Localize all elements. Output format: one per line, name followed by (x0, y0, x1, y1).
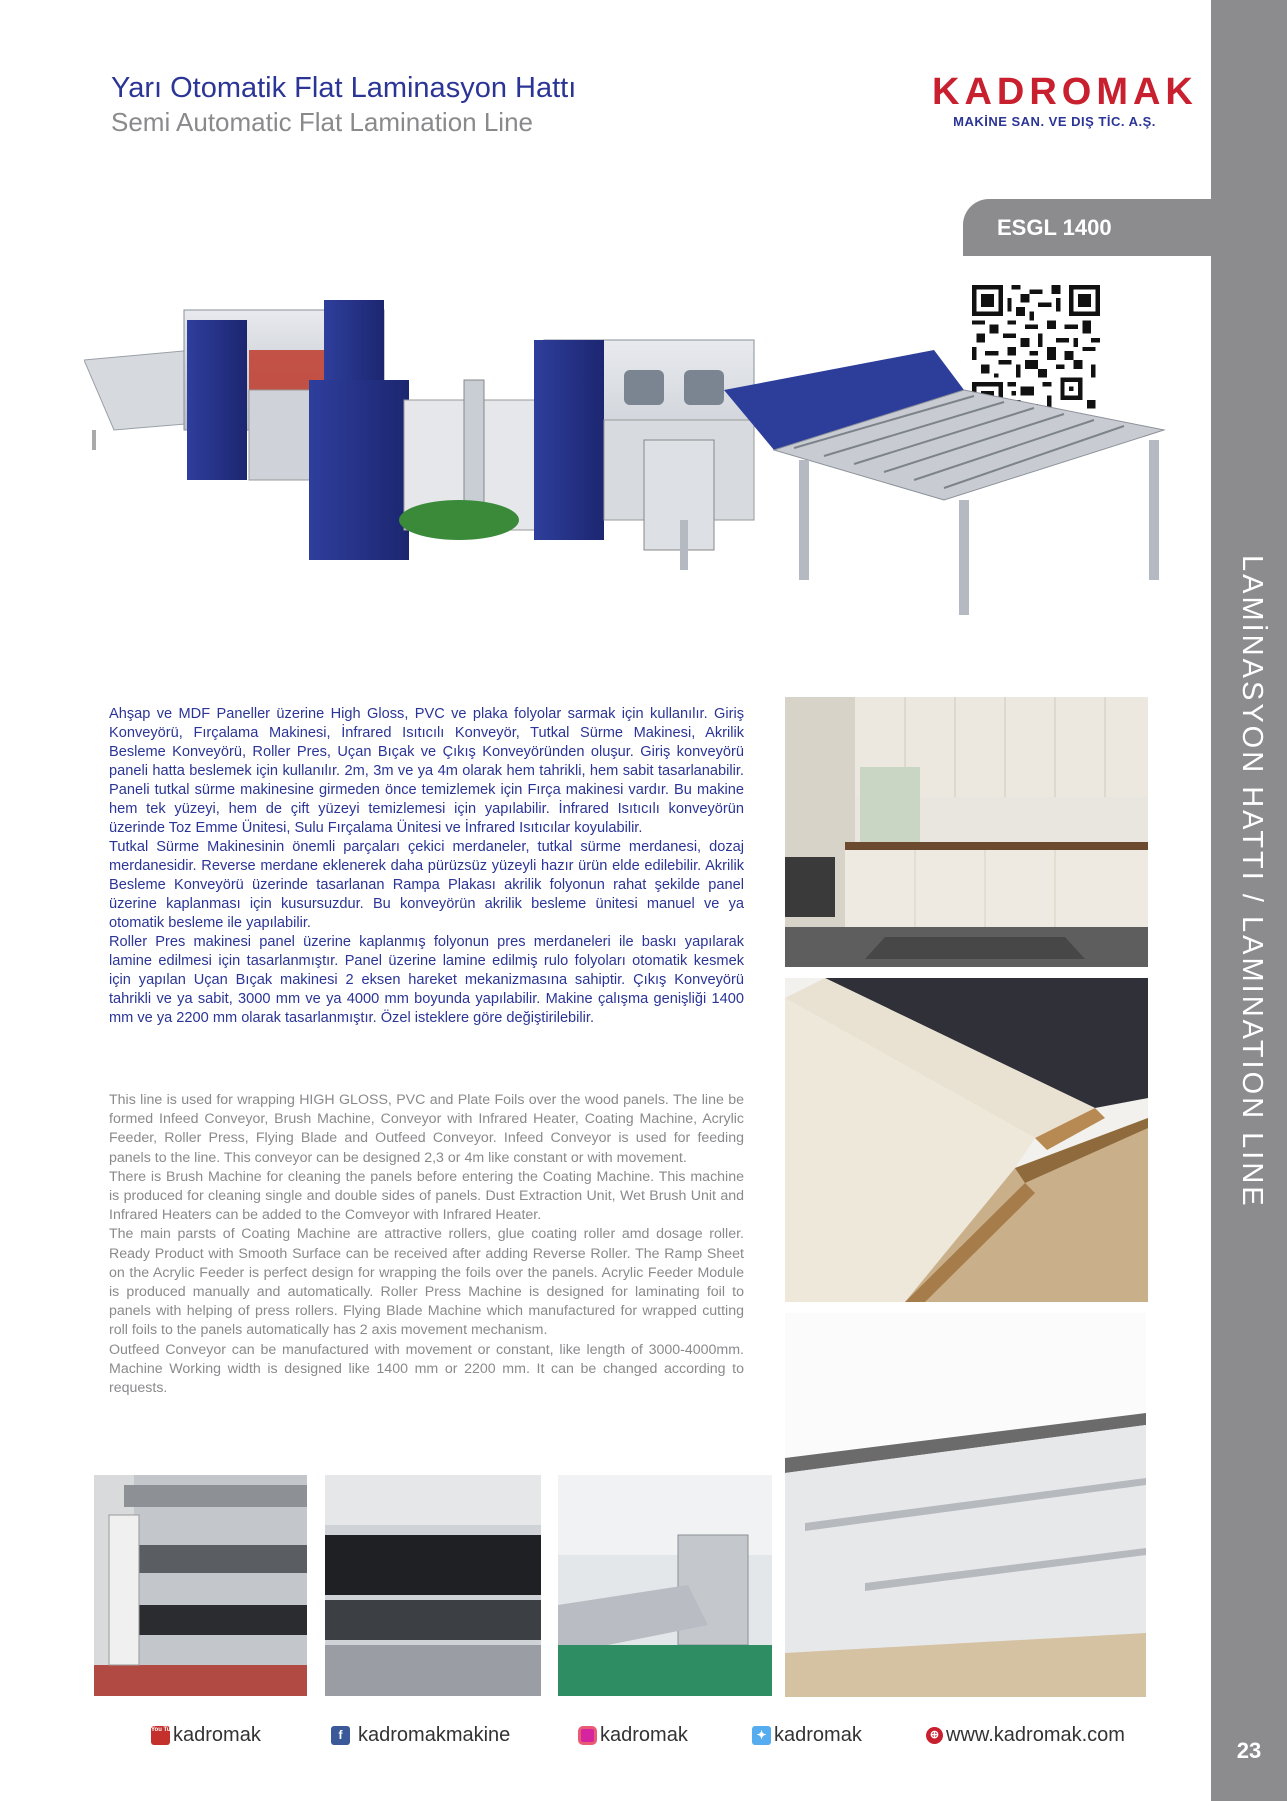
footer-instagram-label: kadromak (600, 1723, 688, 1746)
machine-hero-image (84, 280, 1174, 640)
panels-photo (785, 978, 1148, 1302)
factory-line-photo (558, 1475, 772, 1696)
lamination-line-illustration (84, 280, 1174, 640)
twitter-icon: ✦ (752, 1726, 771, 1745)
model-tab: ESGL 1400 (963, 199, 1211, 256)
footer-facebook-label: kadromakmakine (358, 1723, 511, 1746)
description-tr (109, 705, 744, 1028)
instagram-icon (578, 1726, 597, 1745)
footer-twitter-label: kadromak (774, 1723, 862, 1746)
footer-facebook[interactable] (331, 1722, 510, 1748)
gloss-kitchen-photo (785, 1313, 1146, 1697)
globe-icon: ⊕ (926, 1727, 943, 1744)
description-tr-paragraph: Ahşap ve MDF Paneller üzerine High Gloss, PVC ve plaka folyolar sarmak için kullanılır. Giriş Konveyörü, Fırçalama Makinesi, İnfrared Isıtıcılı Konveyör, Tutkal Sürme Makinesi, Akrilik Besleme Konveyörü, Roller Pres, Uçan Bıçak ve Çıkış Konveyöründen oluşur. Giriş konveyörü paneli hatta beslemek için kullanılır. 2m, 3m ve ya 4m olarak hem tahrikli, hem sabit tasarlanabilir. Paneli tutkal sürme makinesine girmeden önce temizlemek için Fırça makinesi vardır. Bu makine hem tek yüzeyi, hem de çift yüzeyi temizlemesi için yapılabilir. İnfrared Isıtıcılı konveyörün üzerinde Toz Emme Ünitesi, Sulu Fırçalama Ünitesi ve İnfrared Isıtıcılar koyulabilir. (109, 706, 744, 836)
description-tr-paragraph: Tutkal Sürme Makinesinin önemli parçaları çekici merdaneler, tutkal sürme merdanesi, dozaj merdanesidir. Reverse merdane eklenerek daha pürüzsüz yüzeyli hazır ürün elde edilebilir. Akrilik Besleme Konveyörü üzerinde tasarlanan Rampa Plakası akrilik folyonun rahat şekilde panel üzerine kaplanması için kusursuzdur. Bu konveyörün akrilik besleme ünitesi manuel ve ya otomatik besleme ile yapılabilir. (109, 839, 744, 931)
footer-twitter[interactable] (752, 1722, 862, 1748)
kitchen-photo (785, 697, 1148, 967)
roller-detail-photo (94, 1475, 307, 1696)
description-en (109, 1091, 744, 1398)
press-roller-photo (325, 1475, 541, 1696)
footer-instagram[interactable] (578, 1722, 688, 1748)
page-title-en: Semi Automatic Flat Lamination Line (111, 107, 533, 137)
page-title-tr: Yarı Otomatik Flat Laminasyon Hattı (111, 72, 577, 104)
footer-website[interactable] (926, 1722, 1125, 1748)
youtube-icon: You Tube (151, 1726, 170, 1745)
facebook-icon: f (331, 1726, 350, 1745)
description-en-paragraph: The main parsts of Coating Machine are attractive rollers, glue coating roller amd dosage roller. Ready Product with Smooth Surface can be received after adding Reverse Roller. The Ramp Sheet on the Acrylic Feeder is perfect design for wrapping the foils over the panels. Acrylic Feeder Module is produced manually and automatically. Roller Press Machine is designed for laminating foil to panels with helping of press rollers. Flying Blade Machine which manufactured for wrapped cutting roll foils to the panels automatically has 2 axis movement mechanism. (109, 1226, 744, 1339)
footer-website-label: www.kadromak.com (946, 1723, 1125, 1746)
footer-youtube-label: kadromak (173, 1723, 261, 1746)
description-en-paragraph: There is Brush Machine for cleaning the panels before entering the Coating Machine. This machine is produced for cleaning single and double sides of panels. Dust Extraction Unit, Wet Brush Unit and Infrared Heaters can be added to the Comveyor with Infrared Heater. (109, 1168, 744, 1224)
description-en-paragraph: This line is used for wrapping HIGH GLOSS, PVC and Plate Foils over the wood panels. The line be formed Infeed Conveyor, Brush Machine, Conveyor with Infrared Heater, Coating Machine, Acrylic Feeder, Roller Press, Flying Blade and Outfeed Conveyor. Infeed Conveyor is used for feeding panels to the line. This conveyor can be designed 2,3 or 4m like constant or with movement. (109, 1092, 744, 1166)
logo-wordmark: KADROMAK (932, 71, 1198, 113)
logo-subtitle: MAKİNE SAN. VE DIŞ TİC. A.Ş. (953, 114, 1156, 129)
company-logo (932, 71, 1198, 142)
footer-youtube[interactable] (151, 1722, 261, 1748)
description-tr-paragraph: Roller Pres makinesi panel üzerine kaplanmış folyonun pres merdaneleri ile baskı yapılarak lamine edilmesi için tasarlanmıştır. Panel üzerine lamine edilmiş rulo folyoları otomatik kesmek için yapılan Uçan Bıçak makinesi 2 eksen hareket mekanizmasına sahiptir. Çıkış Konveyörü tahrikli ve ya sabit, 3000 mm ve ya 4000 mm boyunda yapılabilir. Makine çalışma genişliği 1400 mm ve ya 2200 mm olarak tasarlanmıştır. Özel isteklere göre değiştirilebilir. (109, 934, 744, 1026)
page-number: 23 (1236, 1738, 1262, 1763)
description-en-paragraph: Outfeed Conveyor can be manufactured with movement or constant, like length of 3000-4000mm. Machine Working width is designed like 1400 mm or 2200 mm. It can be changed according to requests. (109, 1341, 744, 1397)
